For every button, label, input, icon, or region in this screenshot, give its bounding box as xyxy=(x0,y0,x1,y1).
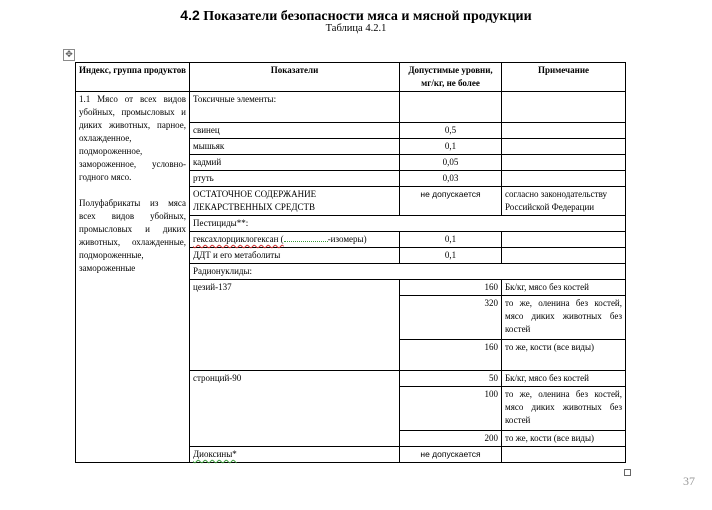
table-resize-handle[interactable] xyxy=(624,469,631,476)
table-move-handle-icon[interactable]: ✥ xyxy=(63,49,75,61)
toxic-elements-label: Токсичные элементы: xyxy=(190,92,400,123)
table-row xyxy=(76,92,626,123)
indicator-level: 50 xyxy=(400,371,502,387)
indicator-note: Бк/кг, мясо без костей xyxy=(502,371,626,387)
table-header-row xyxy=(76,63,626,92)
section-number: 4.2 xyxy=(180,7,200,23)
safety-table xyxy=(75,62,626,463)
header-note: Примечание xyxy=(502,63,626,92)
page-number: 37 xyxy=(683,474,695,488)
dioxins-level: не допускается xyxy=(400,447,502,463)
indicator-level: 160 xyxy=(400,280,502,296)
section-title-text: Показатели безопасности мяса и мясной продукции xyxy=(203,9,532,24)
product-group-para2: Полуфабрикаты из мяса всех видов убойных, промысловых и диких животных, охлажденные, подмороженные, замороженные xyxy=(79,198,186,273)
indicator-note: то же, кости (все виды) xyxy=(502,431,626,447)
residual-drugs-label: ОСТАТОЧНОЕ СОДЕРЖАНИЕ ЛЕКАРСТВЕННЫХ СРЕДСТВ xyxy=(190,187,400,216)
indicator-level: 0,03 xyxy=(400,171,502,187)
header-allowed-levels: Допустимые уровни, мг/кг, не более xyxy=(400,63,502,92)
radionuclides-label: Радионуклиды: xyxy=(190,264,626,280)
dioxins-label: Диоксины* xyxy=(190,447,400,463)
indicator-note: Бк/кг, мясо без костей xyxy=(502,280,626,296)
indicator-name: ДДТ и его метаболиты xyxy=(190,248,400,264)
strontium-name: стронций-90 xyxy=(190,371,400,447)
header-indicators: Показатели xyxy=(190,63,400,92)
indicator-name: мышьяк xyxy=(190,139,400,155)
indicator-level: 0,05 xyxy=(400,155,502,171)
indicator-name: гексахлорциклогексан ( -изомеры) xyxy=(190,232,400,248)
product-group-para1: 1.1 Мясо от всех видов убойных, промысловых и диких животных, парное, охлажденное, подмороженное, замороженное, условно-годного мясо. xyxy=(79,94,186,182)
indicator-level: 0,5 xyxy=(400,123,502,139)
indicator-level: 200 xyxy=(400,431,502,447)
indicator-name: свинец xyxy=(190,123,400,139)
product-group-cell xyxy=(76,92,190,463)
indicator-note: то же, оленина без костей, мясо диких животных без костей xyxy=(502,387,626,431)
cesium-name: цезий-137 xyxy=(190,280,400,371)
header-index-group: Индекс, группа продуктов xyxy=(76,63,190,92)
indicator-name: ртуть xyxy=(190,171,400,187)
residual-drugs-note: согласно законодательству Российской Федерации xyxy=(502,187,626,216)
indicator-note: то же, кости (все виды) xyxy=(502,340,626,371)
indicator-level: 100 xyxy=(400,387,502,431)
indicator-note: то же, оленина без костей, мясо диких животных без костей xyxy=(502,296,626,340)
residual-drugs-level: не допускается xyxy=(400,187,502,216)
indicator-name: кадмий xyxy=(190,155,400,171)
table-caption: Таблица 4.2.1 xyxy=(325,23,387,34)
pesticides-label: Пестициды**: xyxy=(190,216,626,232)
indicator-level: 0,1 xyxy=(400,248,502,264)
indicator-level: 160 xyxy=(400,340,502,371)
indicator-level: 0,1 xyxy=(400,139,502,155)
indicator-level: 320 xyxy=(400,296,502,340)
indicator-level: 0,1 xyxy=(400,232,502,248)
